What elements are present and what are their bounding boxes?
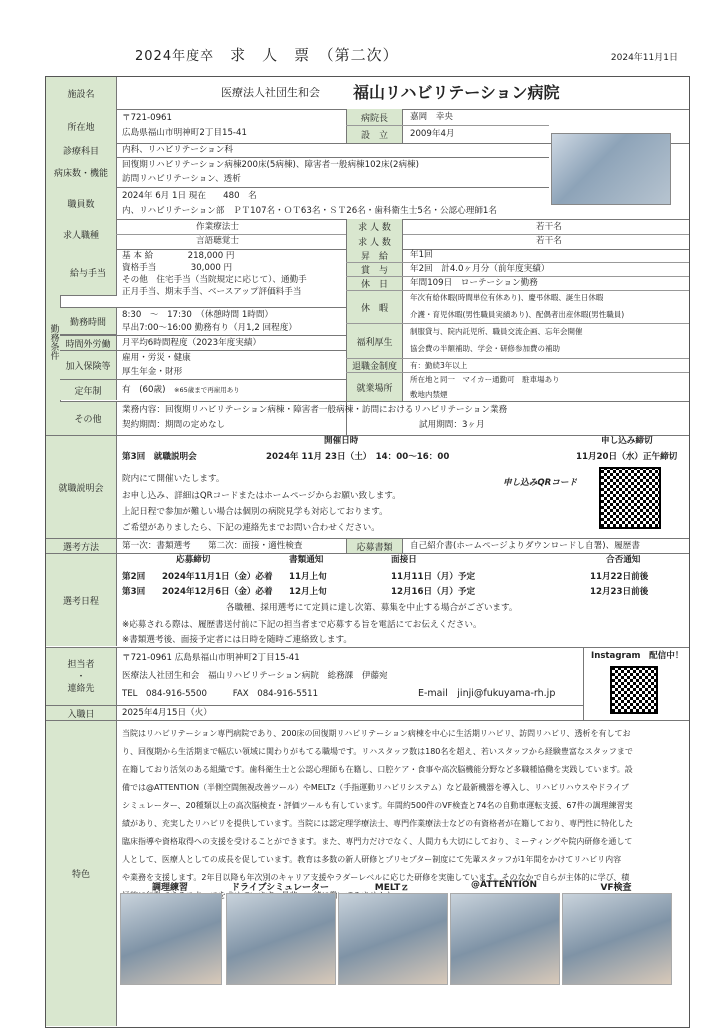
gallery-caption: ドライブシミュレーター <box>231 883 329 893</box>
conditions-side-label: 勤務条件 <box>46 249 61 435</box>
briefing-head-deadline: 申し込み締切 <box>601 436 653 446</box>
feature-line: 備では@ATTENTION（半側空間無視改善ツール）やMELTz（手指運動リハビリシステム）など最新機器を導入し、リハビリハウスやドライブ <box>122 783 629 792</box>
briefing-text3: 上記日程で参加が難しい場合は個別の病院見学も対応しております。 <box>122 507 388 517</box>
gallery-photo <box>226 893 336 985</box>
feature-line: 人として、医療人としての成長を促しています。教育は多数の新人研修とプリセプター制度にて先輩スタッフが1年間をかけてリハビリ内容 <box>122 855 622 864</box>
beds-row <box>46 157 549 188</box>
hours-label: 勤務時間 <box>60 308 117 335</box>
age-label: 定年制 <box>60 380 117 400</box>
other-b: 契約期間：期間の定めなし <box>122 420 226 430</box>
staff-label: 職員数 <box>46 187 117 219</box>
facility-name: 福山リハビリテーション病院 <box>353 83 560 102</box>
sched-cell-result: 11月22日前後 <box>590 572 649 582</box>
docs-label: 応募書類 <box>346 539 403 553</box>
est-label: 設 立 <box>346 126 403 143</box>
staff-row <box>46 187 689 220</box>
ins2: 厚生年金・財形 <box>122 367 183 377</box>
sched-note2: ※応募される際は、履歴書送付前に下記の担当者まで応募する旨を電話にてお伝えください。 <box>122 620 482 630</box>
docs: 自己紹介書(ホームページよりダウンロードし自署)、履歴書 <box>410 541 640 551</box>
sched-cell-interview: 11月11日（月）予定 <box>391 572 476 582</box>
dept-label: 診療科目 <box>46 143 117 157</box>
contact-person: 医療法人社団生和会 福山リハビリテーション病院 総務課 伊藤宛 <box>122 671 388 681</box>
overtime-label: 時間外労働 <box>60 336 117 350</box>
briefing-text1: 院内にて開催いたします。 <box>122 474 225 484</box>
qual-pay: 資格手当 30,000 円 <box>122 263 233 273</box>
briefing-head-date: 開催日時 <box>324 436 359 446</box>
gallery-photo <box>120 893 222 985</box>
overtime: 月平均6時間程度（2023年度実績） <box>122 338 262 348</box>
dept-row <box>46 143 549 158</box>
start-value: 2025年4月15日（火） <box>122 708 212 718</box>
dept-value: 内科、リハビリテーション科 <box>122 145 233 155</box>
count2: 若干名 <box>536 236 562 246</box>
sched-col-header: 書類通知 <box>289 555 324 565</box>
gallery-caption: @ATTENTION <box>470 880 538 890</box>
contact-tel: TEL 084-916-5500 FAX 084-916-5511 <box>122 689 319 699</box>
base-pay: 基 本 給 218,000 円 <box>122 251 235 261</box>
place-label: 就業場所 <box>346 373 403 401</box>
sched-note1: 各職種、採用選考にて定員に達し次第、募集を中止する場合がございます。 <box>226 603 518 613</box>
briefing-deadline: 11月20日（水）正午締切 <box>576 452 678 462</box>
contact-label: 担当者 ・ 連絡先 <box>46 648 117 705</box>
insurance-label: 加入保険等 <box>60 351 117 379</box>
welfare1: 制服貸与、院内託児所、職員交流企画、忘年会開催 <box>410 327 583 336</box>
feature-line: 臨床指導や資格取得への支援を受けることができます。また、専門力だけでなく、人間力も大切にしており、ミーティングや院内研修を通して <box>122 837 633 846</box>
contact-addr: 〒721-0961 広島県福山市明神町2丁目15-41 <box>122 653 300 663</box>
director-label: 病院長 <box>346 109 403 125</box>
ins1: 雇用・労災・健康 <box>122 353 191 363</box>
bonus-label: 賞 与 <box>346 263 403 276</box>
director: 嘉岡 幸央 <box>410 112 453 122</box>
sched-cell-n: 第3回 <box>122 587 146 597</box>
feature-line: 績があり、充実したリハビリを提供しています。当院には認定理学療法士、専門作業療法士などの有資格者が在籍しており、専門性に特化した <box>122 819 634 828</box>
sched-cell-interview: 12月16日（月）予定 <box>391 587 476 597</box>
sched-cell-n: 第2回 <box>122 572 146 582</box>
contact-email[interactable]: E-mail jinji@fukuyama-rh.jp <box>418 688 556 699</box>
instagram-label: Instagram 配信中！ <box>591 651 684 661</box>
est: 2009年4月 <box>410 129 455 139</box>
sched-col-header: 応募締切 <box>176 555 211 565</box>
feature-label: 特色 <box>46 721 117 1026</box>
gallery-caption: VF検査 <box>600 883 632 893</box>
sched-cell-deadline: 2024年11月1日（金）必着 <box>162 572 273 582</box>
welfare-label: 福利厚生 <box>346 324 403 358</box>
job2: 言語聴覚士 <box>196 236 239 246</box>
gallery-caption: 調理練習 <box>151 883 188 893</box>
jobs-label: 求人職種 <box>46 219 117 249</box>
address-label: 所在地 <box>46 109 117 143</box>
welfare2: 協会費の半額補助、学会・研修参加費の補助 <box>410 344 560 353</box>
other-c: 試用期間：3ヶ月 <box>419 420 485 430</box>
count1: 若干名 <box>536 222 562 232</box>
instagram-qr-code[interactable] <box>610 666 658 714</box>
raise: 年1回 <box>410 250 433 260</box>
salary-label: 給与手当 <box>60 249 117 296</box>
holiday-label: 休 日 <box>346 277 403 290</box>
briefing-qr-label: 申し込みQRコード <box>503 478 578 488</box>
bonus: 年2回 計4.0ヶ月分（前年度実績） <box>410 264 550 274</box>
other-label: その他 <box>60 402 117 435</box>
sched-cell-doc: 11月上旬 <box>289 572 327 582</box>
sched-col-header: 合否通知 <box>606 555 641 565</box>
facility-row <box>46 77 689 110</box>
method-label: 選考方法 <box>46 539 117 553</box>
staff-line1: 2024年 6月 1日 現在 480 名 <box>122 191 257 201</box>
staff-line2: 内、リハビリテーション部 ＰＴ107名・ＯＴ63名・ＳＴ26名・歯科衛生士5名・公認心理師1名 <box>122 206 497 216</box>
sched-cell-result: 12月23日前後 <box>590 587 649 597</box>
feature-line: り、回復期から生活期まで幅広い領域に関わりがもてる職場です。リハスタッフ数は180名を超え、若いスタッフから経験豊富なスタッフまで <box>122 747 633 756</box>
other-pay1: その他 住宅手当（当院規定に応じて）、通勤手 <box>122 275 307 285</box>
sched-cell-deadline: 2024年12月6日（金）必着 <box>162 587 273 597</box>
feature-line: 当院はリハビリテーション専門病院であり、200床の回復期リハビリテーション病棟を中心に生活期リハビリ、訪問リハビリ、透析を有してお <box>122 729 631 738</box>
retire: 有：勤続3年以上 <box>410 361 468 370</box>
gallery-photo <box>338 893 448 985</box>
count-label-1: 求 人 数 <box>346 219 403 234</box>
feature-line: や業務を支援します。2年目以降も年次別のキャリア支援やラダーレベルに応じた研修を実施しています。そのなかで自らが主体的に学び、積 <box>122 873 630 882</box>
issue-date: 2024年11月1日 <box>610 53 678 63</box>
sched-col-header: 面接日 <box>391 555 417 565</box>
count-label-2: 求 人 数 <box>346 234 403 249</box>
job1: 作業療法士 <box>196 222 239 232</box>
beds-line2: 訪問リハビリテーション、透析 <box>122 174 241 184</box>
facility-corp: 医療法人社団生和会 <box>221 87 320 99</box>
sched-note3: ※書類選考後、面接予定者には日時を随時ご連絡致します。 <box>122 635 352 645</box>
gallery-photo <box>450 893 560 985</box>
sched-label: 選考日程 <box>46 554 117 646</box>
other-pay2: 正月手当、期末手当、ベースアップ評価料手当 <box>122 287 302 297</box>
feature-line: 在籍しており活気のある組織です。歯科衛生士と公認心理師も在籍し、口腔ケア・食事や高次脳機能分野など多職種協働を実践しています。設 <box>122 765 633 774</box>
address: 広島県福山市明神町2丁目15-41 <box>122 128 247 138</box>
briefing-label: 就職説明会 <box>46 436 117 538</box>
beds-label: 病床数・機能 <box>46 157 117 187</box>
place2: 敷地内禁煙 <box>410 390 448 399</box>
leave-label: 休 暇 <box>346 291 403 323</box>
briefing-text4: ご希望がありましたら、下記の連絡先までお問い合わせください。 <box>122 523 380 533</box>
leave1: 年次有給休暇(時間単位有休あり)、慶弔休暇、誕生日休暇 <box>410 293 604 302</box>
method: 第一次：書類選考 第二次：面接・適性検査 <box>122 541 303 551</box>
other-a: 業務内容：回復期リハビリテーション病棟・障害者一般病棟・訪問におけるリハビリテーション業務 <box>122 405 508 415</box>
hours1: 8:30 ～ 17:30 （休憩時間 1時間） <box>122 310 274 320</box>
hours2: 早出7:00～16:00 勤務有り（月1,2 回程度） <box>122 323 297 333</box>
briefing-text2: お申し込み、詳細はQRコードまたはホームページからお願い致します。 <box>122 491 401 501</box>
sched-cell-doc: 12月上旬 <box>289 587 327 597</box>
place1: 所在地と同一 マイカー通勤可 駐車場あり <box>410 375 560 384</box>
age: 有 (60歳) ※65歳まで再雇用あり <box>122 385 240 395</box>
raise-label: 昇 給 <box>346 249 403 262</box>
feature-line: シミュレーター、20種類以上の高次脳検査・評価ツールも有しています。年間約500件のVF検査と74名の自動車運転支援、67件の調理練習実 <box>122 801 633 810</box>
leave2: 介護・育児休暇(男性職員実績あり)、配偶者出産休暇(男性職員) <box>410 310 625 319</box>
beds-line1: 回復期リハビリテーション病棟200床(5病棟)、障害者一般病棟102床(2病棟) <box>122 160 420 170</box>
briefing-qr-code[interactable] <box>599 467 661 529</box>
holiday: 年間109日 ローテーション勤務 <box>410 278 538 288</box>
retire-label: 退職金制度 <box>346 359 403 372</box>
page-title: 2024年度卒 求 人 票 （第二次） <box>135 46 399 64</box>
start-label: 入職日 <box>46 706 117 720</box>
zip: 〒721-0961 <box>122 113 172 123</box>
facility-label: 施設名 <box>46 77 117 109</box>
jobs-row <box>46 219 689 250</box>
briefing-event: 第3回 就職説明会 <box>122 452 197 462</box>
briefing-datetime: 2024年 11月 23日（土） 14：00～16：00 <box>266 452 450 462</box>
gallery-photo <box>562 893 672 985</box>
gallery-caption: MELTｚ <box>374 883 410 893</box>
